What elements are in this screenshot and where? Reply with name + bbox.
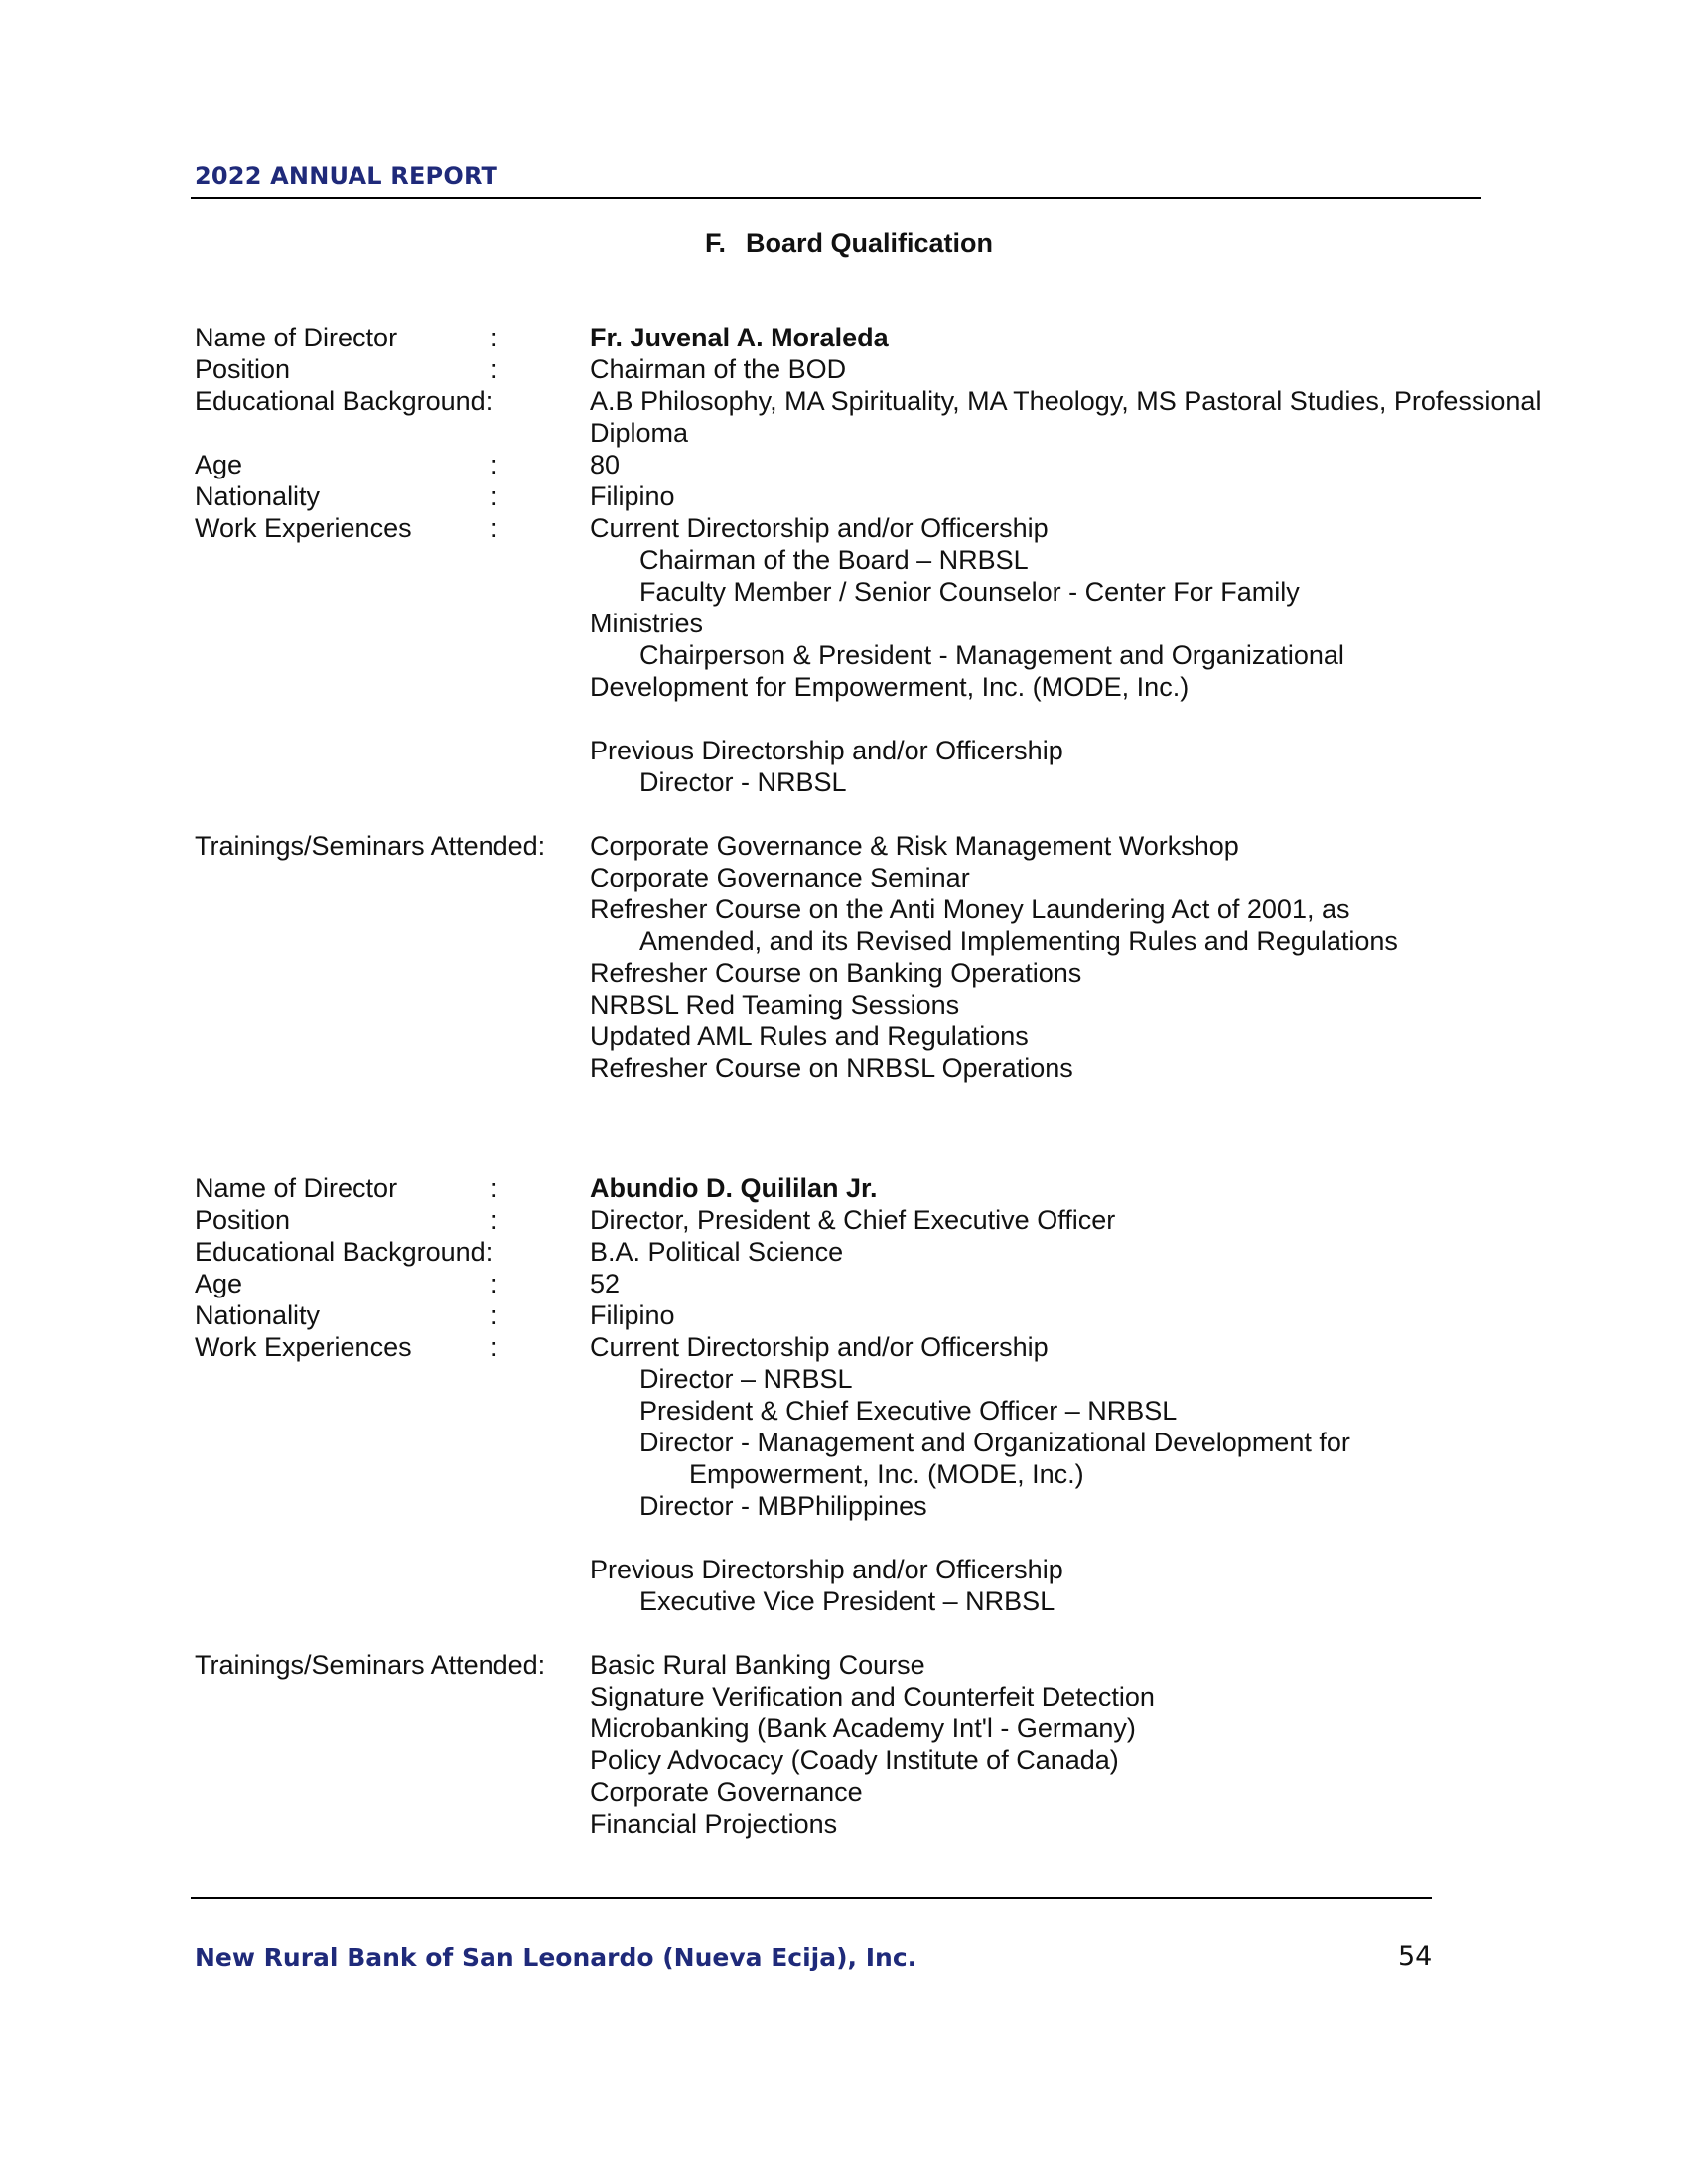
colon: : [491, 1205, 498, 1235]
training-item: Refresher Course on Banking Operations [590, 958, 1082, 988]
colon: : [491, 1332, 498, 1362]
label-age: Age [195, 1269, 243, 1298]
label-name: Name of Director [195, 1173, 398, 1203]
training-item: Policy Advocacy (Coady Institute of Canada) [590, 1745, 1119, 1775]
label-nationality: Nationality [195, 481, 321, 511]
work-line: Executive Vice President – NRBSL [639, 1586, 1055, 1616]
work-line: Director - Management and Organizational Development for [639, 1428, 1350, 1457]
education-line: B.A. Political Science [590, 1237, 844, 1267]
label-education: Educational Background: [195, 1237, 493, 1267]
training-item: Refresher Course on the Anti Money Laundering Act of 2001, as [590, 894, 1350, 924]
director-name: Fr. Juvenal A. Moraleda [590, 323, 889, 352]
training-item: Microbanking (Bank Academy Int'l - Germany) [590, 1713, 1136, 1743]
training-item: Signature Verification and Counterfeit Detection [590, 1682, 1155, 1711]
director-name: Abundio D. Quililan Jr. [590, 1173, 878, 1203]
education-line: Diploma [590, 418, 689, 448]
footer-rule [191, 1897, 1432, 1899]
director-age: 52 [590, 1269, 621, 1298]
training-item: Updated AML Rules and Regulations [590, 1022, 1029, 1051]
section-title [0, 228, 1688, 259]
work-line: President & Chief Executive Officer – NRBSL [639, 1396, 1178, 1426]
report-title: 2022 ANNUAL REPORT [195, 162, 498, 190]
work-current-heading: Current Directorship and/or Officership [590, 513, 1049, 543]
training-item: Corporate Governance & Risk Management Workshop [590, 831, 1239, 861]
work-current-heading: Current Directorship and/or Officership [590, 1332, 1049, 1362]
label-education: Educational Background: [195, 386, 493, 416]
colon: : [491, 513, 498, 543]
work-previous-heading: Previous Directorship and/or Officership [590, 736, 1063, 765]
training-item: Basic Rural Banking Course [590, 1650, 925, 1680]
header-rule [191, 197, 1481, 199]
training-item: Corporate Governance Seminar [590, 863, 970, 892]
director-nationality: Filipino [590, 1300, 675, 1330]
section-letter: F. [704, 228, 726, 258]
label-work: Work Experiences [195, 1332, 412, 1362]
work-line: Director - MBPhilippines [639, 1491, 927, 1521]
section-heading: Board Qualification [745, 228, 994, 258]
page-number: 54 [1398, 1941, 1433, 1972]
work-line: Development for Empowerment, Inc. (MODE, Inc.) [590, 672, 1190, 702]
work-previous-heading: Previous Directorship and/or Officership [590, 1555, 1063, 1584]
director-position: Chairman of the BOD [590, 354, 847, 384]
work-line: Director – NRBSL [639, 1364, 853, 1394]
colon: : [491, 1173, 498, 1203]
colon: : [491, 450, 498, 479]
colon: : [491, 1269, 498, 1298]
work-line: Faculty Member / Senior Counselor - Center For Family [639, 577, 1300, 607]
colon: : [491, 323, 498, 352]
education-line: A.B Philosophy, MA Spirituality, MA Theology, MS Pastoral Studies, Professional [590, 386, 1542, 416]
label-name: Name of Director [195, 323, 398, 352]
training-item: Financial Projections [590, 1809, 838, 1839]
work-line: Ministries [590, 609, 704, 638]
work-line: Chairperson & President - Management and Organizational [639, 640, 1344, 670]
work-line: Empowerment, Inc. (MODE, Inc.) [689, 1459, 1084, 1489]
director-position: Director, President & Chief Executive Officer [590, 1205, 1116, 1235]
label-age: Age [195, 450, 243, 479]
training-item: NRBSL Red Teaming Sessions [590, 990, 960, 1020]
director-nationality: Filipino [590, 481, 675, 511]
colon: : [491, 481, 498, 511]
label-trainings: Trainings/Seminars Attended: [195, 831, 546, 861]
work-line: Chairman of the Board – NRBSL [639, 545, 1029, 575]
training-item: Refresher Course on NRBSL Operations [590, 1053, 1073, 1083]
colon: : [491, 1300, 498, 1330]
label-trainings: Trainings/Seminars Attended: [195, 1650, 546, 1680]
colon: : [491, 354, 498, 384]
label-position: Position [195, 1205, 291, 1235]
work-line: Director - NRBSL [639, 767, 847, 797]
label-position: Position [195, 354, 291, 384]
label-work: Work Experiences [195, 513, 412, 543]
training-item: Amended, and its Revised Implementing Rules and Regulations [639, 926, 1398, 956]
training-item: Corporate Governance [590, 1777, 863, 1807]
footer-bank-name: New Rural Bank of San Leonardo (Nueva Ecija), Inc. [195, 1943, 917, 1972]
label-nationality: Nationality [195, 1300, 321, 1330]
director-age: 80 [590, 450, 621, 479]
